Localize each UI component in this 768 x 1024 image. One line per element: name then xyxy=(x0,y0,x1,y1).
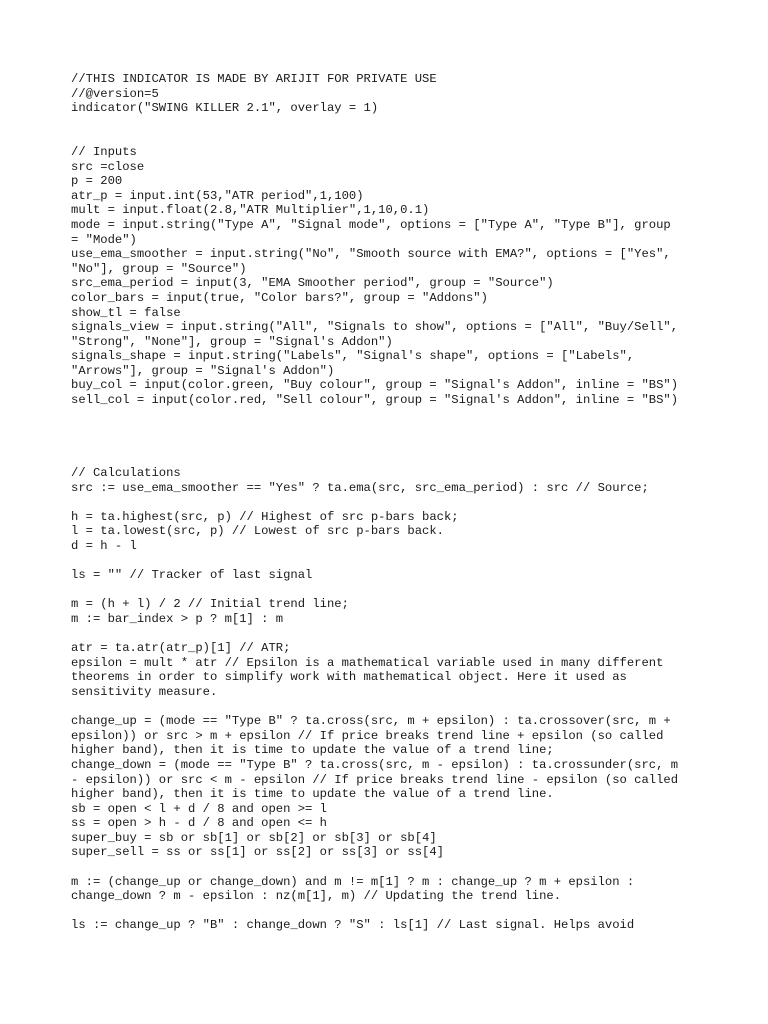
code-line: higher band), then it is time to update the value of a trend line; xyxy=(71,743,554,758)
code-line: m = (h + l) / 2 // Initial trend line; xyxy=(71,597,349,612)
code-line: color_bars = input(true, "Color bars?", group = "Addons") xyxy=(71,290,488,305)
code-line: // Calculations xyxy=(71,466,181,481)
code-line: super_buy = sb or sb[1] or sb[2] or sb[3] or sb[4] xyxy=(71,830,437,845)
code-line: ls := change_up ? "B" : change_down ? "S" : ls[1] // Last signal. Helps avoid xyxy=(71,918,635,933)
code-line: use_ema_smoother = input.string("No", "Smooth source with EMA?", options = ["Yes", xyxy=(71,247,671,262)
code-line: src := use_ema_smoother == "Yes" ? ta.ema(src, src_ema_period) : src // Source; xyxy=(71,480,649,495)
code-line xyxy=(71,422,721,437)
code-line: src_ema_period = input(3, "EMA Smoother period", group = "Source") xyxy=(71,276,554,291)
code-line xyxy=(71,904,721,919)
code-line: d = h - l xyxy=(71,539,137,553)
code-line xyxy=(71,860,721,875)
code-line: change_down ? m - epsilon : nz(m[1], m) // Updating the trend line. xyxy=(71,889,562,904)
code-line: epsilon)) or src > m + epsilon // If price breaks trend line + epsilon (so called xyxy=(71,728,664,743)
code-line: = "Mode") xyxy=(71,232,137,247)
code-line: m := (change_up or change_down) and m != m[1] ? m : change_up ? m + epsilon : xyxy=(71,874,635,889)
code-line: change_up = (mode == "Type B" ? ta.cross(src, m + epsilon) : ta.crossover(src, m + xyxy=(71,714,671,729)
code-line xyxy=(71,130,721,145)
code-line: mult = input.float(2.8,"ATR Multiplier",1,10,0.1) xyxy=(71,203,430,218)
code-line xyxy=(71,437,721,452)
code-line: higher band), then it is time to update the value of a trend line. xyxy=(71,787,554,802)
code-line: m := bar_index > p ? m[1] : m xyxy=(71,611,284,626)
code-line: src =close xyxy=(71,159,145,174)
code-line: atr_p = input.int(53,"ATR period",1,100) xyxy=(71,188,364,203)
code-line: theorems in order to simplify work with mathematical object. Here it used as xyxy=(71,670,627,685)
code-line: sensitivity measure. xyxy=(71,684,218,699)
code-line: super_sell = ss or ss[1] or ss[2] or ss[3] or ss[4] xyxy=(71,845,444,860)
code-line: l = ta.lowest(src, p) // Lowest of src p-bars back. xyxy=(71,524,444,539)
code-line: signals_shape = input.string("Labels", "Signal's shape", options = ["Labels", xyxy=(71,349,635,364)
code-line: //THIS INDICATOR IS MADE BY ARIJIT FOR PRIVATE USE xyxy=(71,72,437,86)
code-line: // Inputs xyxy=(71,144,137,159)
code-line xyxy=(71,495,721,510)
code-line: indicator("SWING KILLER 2.1", overlay = 1) xyxy=(71,101,379,116)
code-line: ls = "" // Tracker of last signal xyxy=(71,568,313,583)
code-line xyxy=(71,700,721,715)
code-line: show_tl = false xyxy=(71,305,181,320)
code-line: - epsilon)) or src < m - epsilon // If price breaks trend line - epsilon (so called xyxy=(71,772,679,787)
code-line: epsilon = mult * atr // Epsilon is a mathematical variable used in many different xyxy=(71,655,664,670)
code-line: atr = ta.atr(atr_p)[1] // ATR; xyxy=(71,641,291,656)
code-line: mode = input.string("Type A", "Signal mode", options = ["Type A", "Type B"], group xyxy=(71,217,671,232)
code-line xyxy=(71,627,721,642)
code-line: p = 200 xyxy=(71,174,123,189)
code-line xyxy=(71,408,721,423)
code-line: sell_col = input(color.red, "Sell colour", group = "Signal's Addon", inline = "BS") xyxy=(71,393,679,408)
code-line: change_down = (mode == "Type B" ? ta.cross(src, m - epsilon) : ta.crossunder(src, m xyxy=(71,757,679,772)
code-line xyxy=(71,451,721,466)
code-line: sb = open < l + d / 8 and open >= l xyxy=(71,801,327,816)
code-line: //@version=5 xyxy=(71,86,159,101)
code-line: "Arrows"], group = "Signal's Addon") xyxy=(71,363,335,378)
code-line: signals_view = input.string("All", "Signals to show", options = ["All", "Buy/Sell", xyxy=(71,320,679,335)
code-line xyxy=(71,116,721,131)
code-line: ss = open > h - d / 8 and open <= h xyxy=(71,816,327,831)
code-line: "Strong", "None"], group = "Signal's Addon") xyxy=(71,334,393,349)
code-line xyxy=(71,583,721,598)
code-line: buy_col = input(color.green, "Buy colour", group = "Signal's Addon", inline = "BS") xyxy=(71,378,679,393)
code-listing xyxy=(71,72,721,933)
code-line: "No"], group = "Source") xyxy=(71,261,247,276)
code-line xyxy=(71,554,721,569)
code-line: h = ta.highest(src, p) // Highest of src p-bars back; xyxy=(71,509,459,524)
